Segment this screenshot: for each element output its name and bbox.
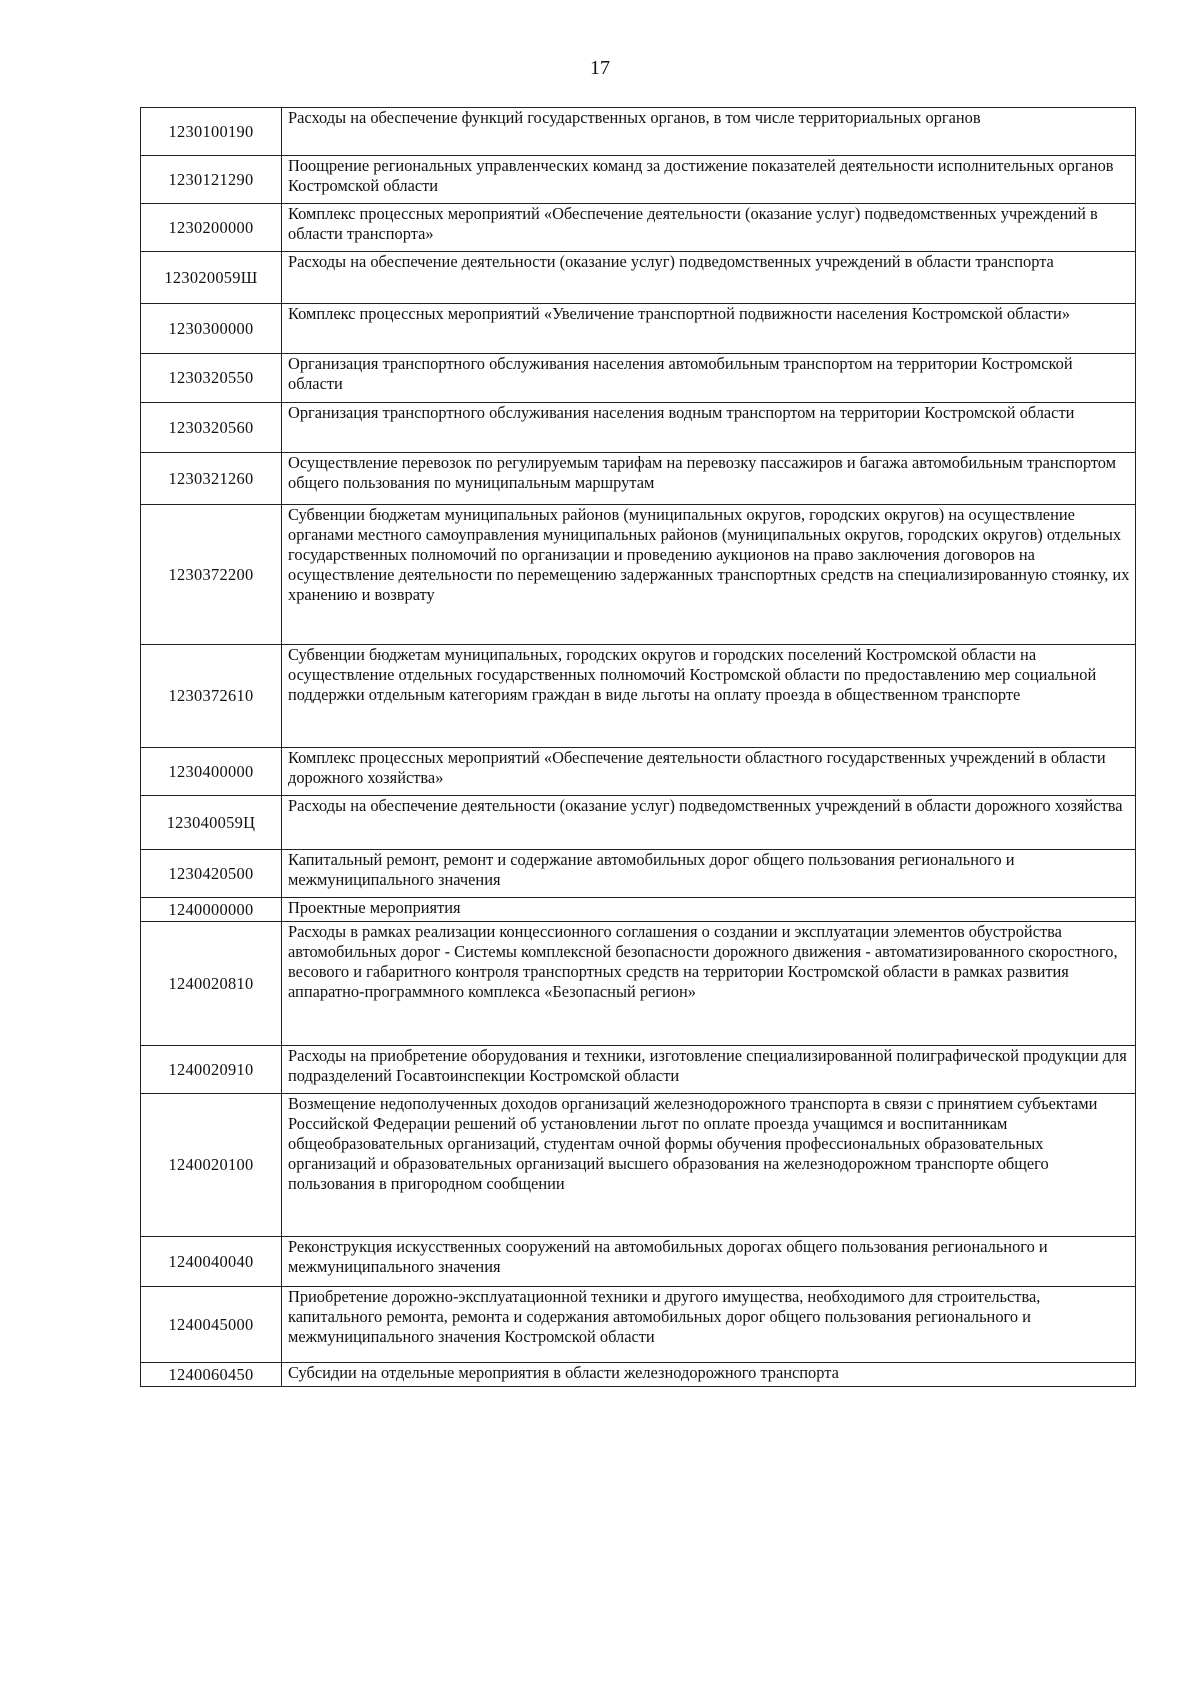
table-row [141,453,1136,505]
table-row [141,1094,1136,1237]
table-row [141,1237,1136,1287]
table-row [141,1363,1136,1387]
row-description: Организация транспортного обслуживания населения автомобильным транспортом на территории Костромской области [282,354,1136,403]
row-description: Поощрение региональных управленческих команд за достижение показателей деятельности исполнительных органов Костромской области [282,156,1136,204]
table-row [141,922,1136,1046]
row-code: 1240045000 [141,1287,282,1363]
row-description: Расходы в рамках реализации концессионного соглашения о создании и эксплуатации элементов обустройства автомобильных дорог - Системы комплексной безопасности дорожного движения - автоматизированного скоростного, весового и габаритного контроля транспортных средств на территории Костромской области в рамках развития аппаратно-программного комплекса «Безопасный регион» [282,922,1136,1046]
table-row [141,304,1136,354]
table-row [141,156,1136,204]
row-code: 1240060450 [141,1363,282,1387]
budget-codes-table [140,107,1136,1387]
row-description: Комплекс процессных мероприятий «Увеличение транспортной подвижности населения Костромской области» [282,304,1136,354]
table-row [141,1287,1136,1363]
row-code: 1230372200 [141,505,282,645]
row-description: Проектные мероприятия [282,898,1136,922]
page-number: 17 [590,57,610,79]
row-description: Капитальный ремонт, ремонт и содержание автомобильных дорог общего пользования регионального и межмуниципального значения [282,850,1136,898]
row-code: 1230320550 [141,354,282,403]
row-code: 1230121290 [141,156,282,204]
row-description: Возмещение недополученных доходов организаций железнодорожного транспорта в связи с принятием субъектами Российской Федерации решений об установлении льгот по оплате проезда учащимся и воспитанникам общеобразовательных организаций, студентам очной формы обучения профессиональных образовательных организаций и образовательных организаций высшего образования на железнодорожном транспорте общего пользования в пригородном сообщении [282,1094,1136,1237]
table-row [141,252,1136,304]
row-description: Расходы на обеспечение деятельности (оказание услуг) подведомственных учреждений в области транспорта [282,252,1136,304]
row-description: Расходы на приобретение оборудования и техники, изготовление специализированной полиграфической продукции для подразделений Госавтоинспекции Костромской области [282,1046,1136,1094]
row-description: Комплекс процессных мероприятий «Обеспечение деятельности (оказание услуг) подведомственных учреждений в области транспорта» [282,204,1136,252]
table-row [141,898,1136,922]
row-code: 1230100190 [141,108,282,156]
row-description: Приобретение дорожно-эксплуатационной техники и другого имущества, необходимого для строительства, капитального ремонта, ремонта и содержания автомобильных дорог общего пользования регионального и межмуниципального значения Костромской области [282,1287,1136,1363]
row-code: 1230372610 [141,645,282,748]
table-row [141,748,1136,796]
row-description: Комплекс процессных мероприятий «Обеспечение деятельности областного государственных учреждений в области дорожного хозяйства» [282,748,1136,796]
row-description: Субвенции бюджетам муниципальных районов (муниципальных округов, городских округов) на осуществление органами местного самоуправления муниципальных районов (муниципальных округов, городских округов) отдельных государственных полномочий по организации и проведению аукционов на право заключения договоров на осуществление деятельности по перемещению задержанных транспортных средств на специализированную стоянку, их хранению и возврату [282,505,1136,645]
row-code: 1240020910 [141,1046,282,1094]
row-code: 1230320560 [141,403,282,453]
row-code: 1230400000 [141,748,282,796]
row-description: Расходы на обеспечение деятельности (оказание услуг) подведомственных учреждений в области дорожного хозяйства [282,796,1136,850]
table-row [141,505,1136,645]
row-description: Субсидии на отдельные мероприятия в области железнодорожного транспорта [282,1363,1136,1387]
row-code: 1240040040 [141,1237,282,1287]
table-row [141,850,1136,898]
row-code: 1230300000 [141,304,282,354]
table-row [141,645,1136,748]
row-code: 1230420500 [141,850,282,898]
table-row [141,108,1136,156]
table-row [141,796,1136,850]
row-code: 123040059Ц [141,796,282,850]
table-row [141,403,1136,453]
row-description: Организация транспортного обслуживания населения водным транспортом на территории Костромской области [282,403,1136,453]
row-description: Субвенции бюджетам муниципальных, городских округов и городских поселений Костромской области на осуществление отдельных государственных полномочий Костромской области по предоставлению мер социальной поддержки отдельным категориям граждан в виде льготы на оплату проезда в общественном транспорте [282,645,1136,748]
row-code: 1240020810 [141,922,282,1046]
table-row [141,204,1136,252]
row-description: Расходы на обеспечение функций государственных органов, в том числе территориальных органов [282,108,1136,156]
table-row [141,354,1136,403]
row-description: Реконструкция искусственных сооружений на автомобильных дорогах общего пользования регионального и межмуниципального значения [282,1237,1136,1287]
row-code: 1230200000 [141,204,282,252]
row-description: Осуществление перевозок по регулируемым тарифам на перевозку пассажиров и багажа автомобильным транспортом общего пользования по муниципальным маршрутам [282,453,1136,505]
row-code: 1240020100 [141,1094,282,1237]
row-code: 1230321260 [141,453,282,505]
row-code: 123020059Ш [141,252,282,304]
table-row [141,1046,1136,1094]
row-code: 1240000000 [141,898,282,922]
